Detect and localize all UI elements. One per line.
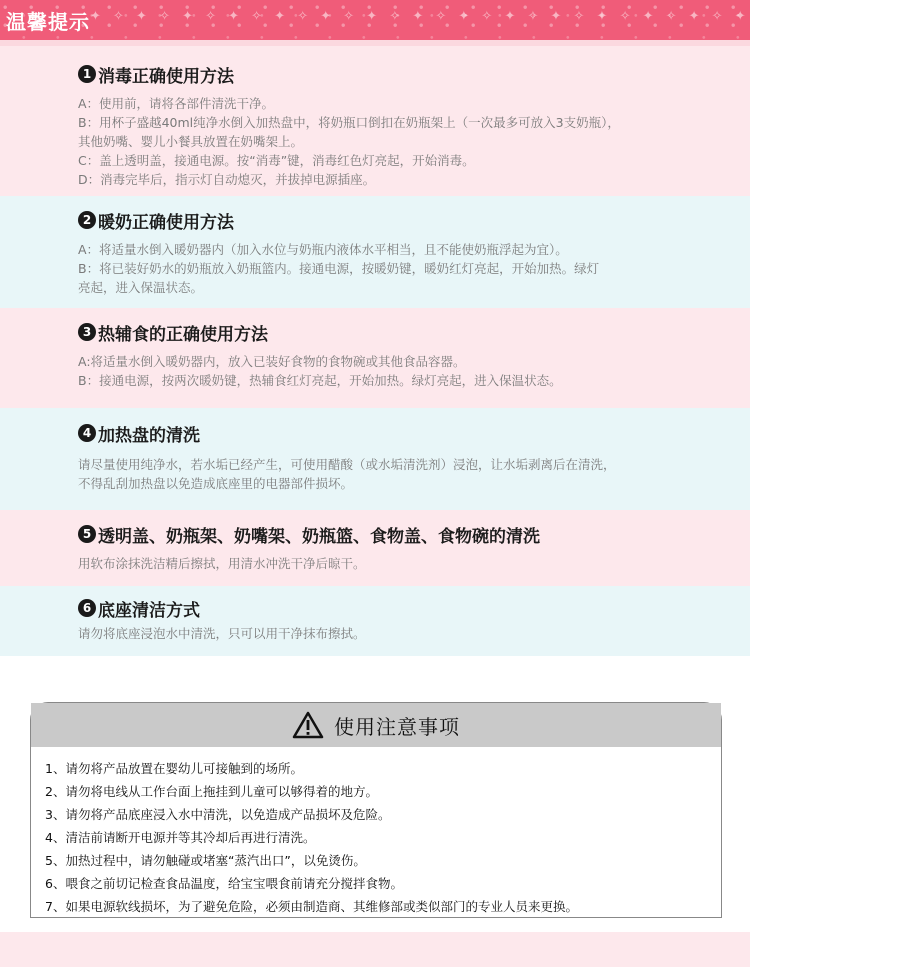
section-line: 请勿将底座浸泡水中清洗，只可以用干净抹布擦拭。	[78, 626, 366, 641]
section-title: 底座清洁方式	[98, 600, 200, 621]
notice-item: 7、如果电源软线损坏，为了避免危险，必须由制造商、其维修部或类似部门的专业人员来更换。	[45, 899, 578, 914]
section-line: A：使用前，请将各部件清洗干净。	[78, 96, 275, 111]
notice-title: 使用注意事项	[334, 714, 460, 739]
notice-item: 4、清洁前请断开电源并等其冷却后再进行清洗。	[45, 830, 316, 845]
section-warm-milk	[78, 208, 728, 297]
notice-item: 6、喂食之前切记检查食品温度，给宝宝喂食前请充分搅拌食物。	[45, 876, 403, 891]
section-line: A：将适量水倒入暖奶器内（加入水位与奶瓶内液体水平相当，且不能使奶瓶浮起为宜）。	[78, 242, 568, 257]
section-heating-plate-cleaning	[78, 421, 728, 493]
notice-item: 5、加热过程中，请勿触碰或堵塞“蒸汽出口”，以免烫伤。	[45, 853, 366, 868]
number-badge-icon: 2	[78, 211, 96, 229]
section-line: B：用杯子盛越40ml纯净水倒入加热盘中，将奶瓶口倒扣在奶瓶架上（一次最多可放入3支奶瓶），	[78, 115, 620, 130]
section-line: 用软布涂抹洗洁精后擦拭，用清水冲洗干净后晾干。	[78, 556, 366, 571]
warning-icon	[292, 711, 324, 739]
header-star-pattern: ✦ ✧ ✦ ✧ ✦ ✧ ✦ ✧ ✦ ✧ ✦ ✧ ✦ ✧ ✦ ✧ ✦ ✧ ✦ ✧ ✦ ✧ ✦ ✧ ✦ ✧ ✦ ✧ ✦ ✧ ✦ ✧ ✦ ✧ ✦ ✧	[90, 9, 911, 24]
section-line: C：盖上透明盖，接通电源。按“消毒”键，消毒红色灯亮起，开始消毒。	[78, 153, 475, 168]
section-line: B：接通电源，按两次暖奶键，热辅食红灯亮起，开始加热。绿灯亮起，进入保温状态。	[78, 373, 562, 388]
notice-item: 2、请勿将电线从工作台面上拖挂到儿童可以够得着的地方。	[45, 784, 378, 799]
section-base-cleaning	[78, 596, 728, 643]
notice-item: 3、请勿将产品底座浸入水中清洗，以免造成产品损坏及危险。	[45, 807, 391, 822]
header-bar	[0, 0, 911, 40]
section-line: B：将已装好奶水的奶瓶放入奶瓶篮内。接通电源，按暖奶键，暖奶红灯亮起，开始加热。绿灯	[78, 261, 600, 276]
notice-list	[45, 757, 578, 918]
number-badge-icon: 6	[78, 599, 96, 617]
section-title: 消毒正确使用方法	[98, 66, 234, 87]
number-badge-icon: 4	[78, 424, 96, 442]
notice-item: 1、请勿将产品放置在婴幼儿可接触到的场所。	[45, 761, 303, 776]
footer-band	[0, 932, 750, 967]
section-line: 请尽量使用纯净水，若水垢已经产生，可使用醋酸（或水垢清洗剂）浸泡，让水垢剥离后在清洗，	[78, 457, 616, 472]
section-title: 加热盘的清洗	[98, 425, 200, 446]
section-line: 亮起，进入保温状态。	[78, 280, 204, 295]
section-disinfect	[78, 62, 728, 189]
page-title: 温馨提示	[6, 10, 90, 34]
usage-notice-box	[30, 702, 722, 918]
number-badge-icon: 1	[78, 65, 96, 83]
number-badge-icon: 5	[78, 525, 96, 543]
section-line: D：消毒完毕后，指示灯自动熄灭，并拔掉电源插座。	[78, 172, 376, 187]
number-badge-icon: 3	[78, 323, 96, 341]
section-heat-food	[78, 320, 728, 390]
section-line: 其他奶嘴、婴儿小餐具放置在奶嘴架上。	[78, 134, 304, 149]
section-title: 透明盖、奶瓶架、奶嘴架、奶瓶篮、食物盖、食物碗的清洗	[98, 526, 540, 547]
notice-header	[31, 703, 721, 747]
section-line: 不得乱刮加热盘以免造成底座里的电器部件损坏。	[78, 476, 354, 491]
section-line: A:将适量水倒入暖奶器内，放入已装好食物的食物碗或其他食品容器。	[78, 354, 466, 369]
section-title: 暖奶正确使用方法	[98, 212, 234, 233]
section-title: 热辅食的正确使用方法	[98, 324, 268, 345]
section-accessory-cleaning	[78, 522, 728, 573]
